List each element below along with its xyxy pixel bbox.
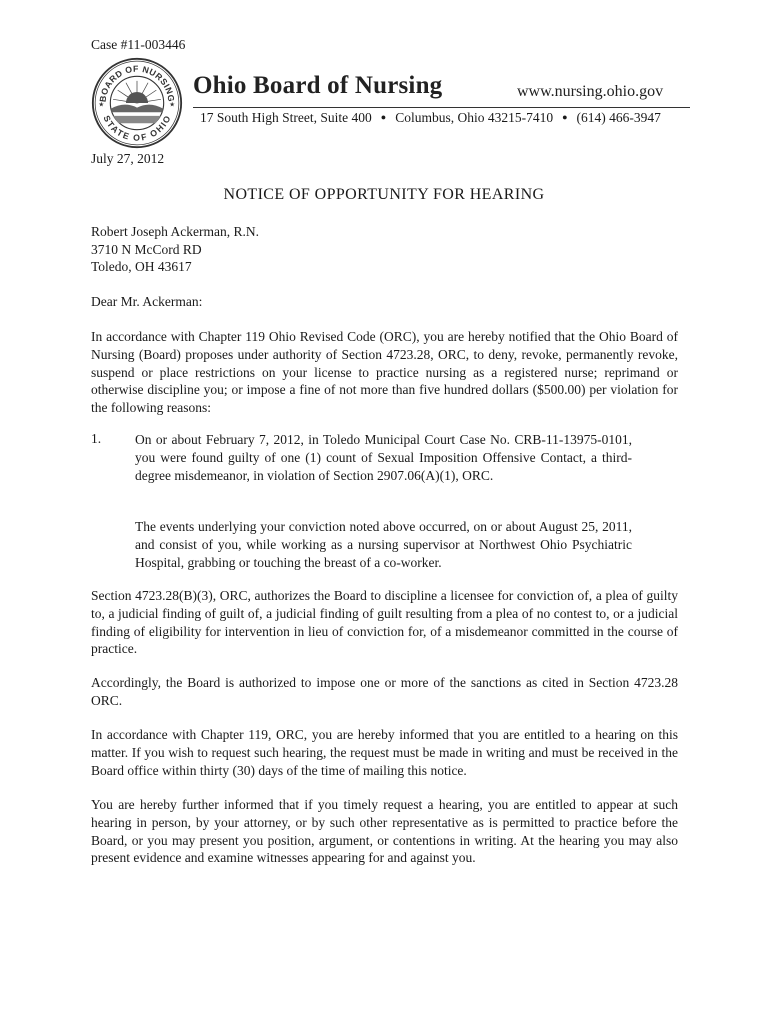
recipient-address <box>91 223 259 276</box>
recipient-street: 3710 N McCord RD <box>91 241 202 257</box>
seal-bottom-text: STATE OF OHIO <box>101 113 173 143</box>
item-number: 1. <box>91 431 102 446</box>
org-address <box>200 110 661 126</box>
hearing-paragraph: In accordance with Chapter 119, ORC, you are hereby informed that you are entitled to a hearing on this matter. If you wish to request such hearing, the request must be made in writing and must be received in the Board office within thirty (30) days of the time of mailing this notice. <box>91 727 678 778</box>
accordingly-paragraph: Accordingly, the Board is authorized to impose one or more of the sanctions as cited in Section 4723.28 ORC. <box>91 675 678 708</box>
document-title: NOTICE OF OPPORTUNITY FOR HEARING <box>223 186 545 203</box>
letter-date: July 27, 2012 <box>91 151 165 166</box>
address-phone: (614) 466-3947 <box>576 110 661 125</box>
recipient-city: Toledo, OH 43617 <box>91 259 192 274</box>
recipient-name: Robert Joseph Ackerman, R.N. <box>91 224 259 239</box>
further-paragraph: You are hereby further informed that if you timely request a hearing, you are entitled to appear at such hearing in person, by your attorney, or by such other representative as is permitted to practice before the Board, or you may present you position, argument, or contentions in writing. At the hearing you may also present evidence and examine witnesses appearing for and against you. <box>91 797 678 866</box>
item-text: On or about February 7, 2012, in Toledo Municipal Court Case No. CRB-11-13975-0101, you were found guilty of one (1) count of Sexual Imposition Offensive Contact, a third-degree misdemeanor, in violation of Section 2907.06(A)(1), ORC. <box>135 432 632 483</box>
case-number: Case #11-003446 <box>91 37 186 52</box>
svg-text:★: ★ <box>169 101 175 109</box>
address-city: Columbus, Ohio 43215-7410 <box>395 110 554 125</box>
svg-text:★: ★ <box>98 101 105 109</box>
website-url: www.nursing.ohio.gov <box>517 83 664 100</box>
bullet-icon: ● <box>562 112 568 122</box>
board-seal-logo <box>91 57 183 149</box>
section-paragraph: Section 4723.28(B)(3), ORC, authorizes the Board to discipline a licensee for conviction of, a plea of guilty to, a judicial finding of guilt of, a judicial finding of guilt resulting from a plea of no contest to, or a judicial finding of eligibility for intervention in lieu of conviction for, of a misdemeanor committed in the course of practice. <box>91 588 678 657</box>
address-street: 17 South High Street, Suite 400 <box>200 110 372 125</box>
intro-paragraph: In accordance with Chapter 119 Ohio Revised Code (ORC), you are hereby notified that the Ohio Board of Nursing (Board) proposes under authority of Section 4723.28, ORC, to deny, revoke, permanently revoke, suspend or place restrictions on your license to practice nursing as a registered nurse; reprimand or otherwise discipline you; or impose a fine of not more than five hundred dollars ($500.00) per violation for the following reasons: <box>91 329 678 416</box>
item-detail: The events underlying your conviction noted above occurred, on or about August 25, 2011, and consist of you, while working as a nursing supervisor at Northwest Ohio Psychiatric Hospital, grabbing or touching the breast of a co-worker. <box>135 519 632 570</box>
header-divider <box>193 107 690 108</box>
bullet-icon: ● <box>380 112 387 122</box>
salutation: Dear Mr. Ackerman: <box>91 294 203 309</box>
seal-top-text: BOARD OF NURSING <box>97 63 177 103</box>
org-name: Ohio Board of Nursing <box>193 72 443 99</box>
